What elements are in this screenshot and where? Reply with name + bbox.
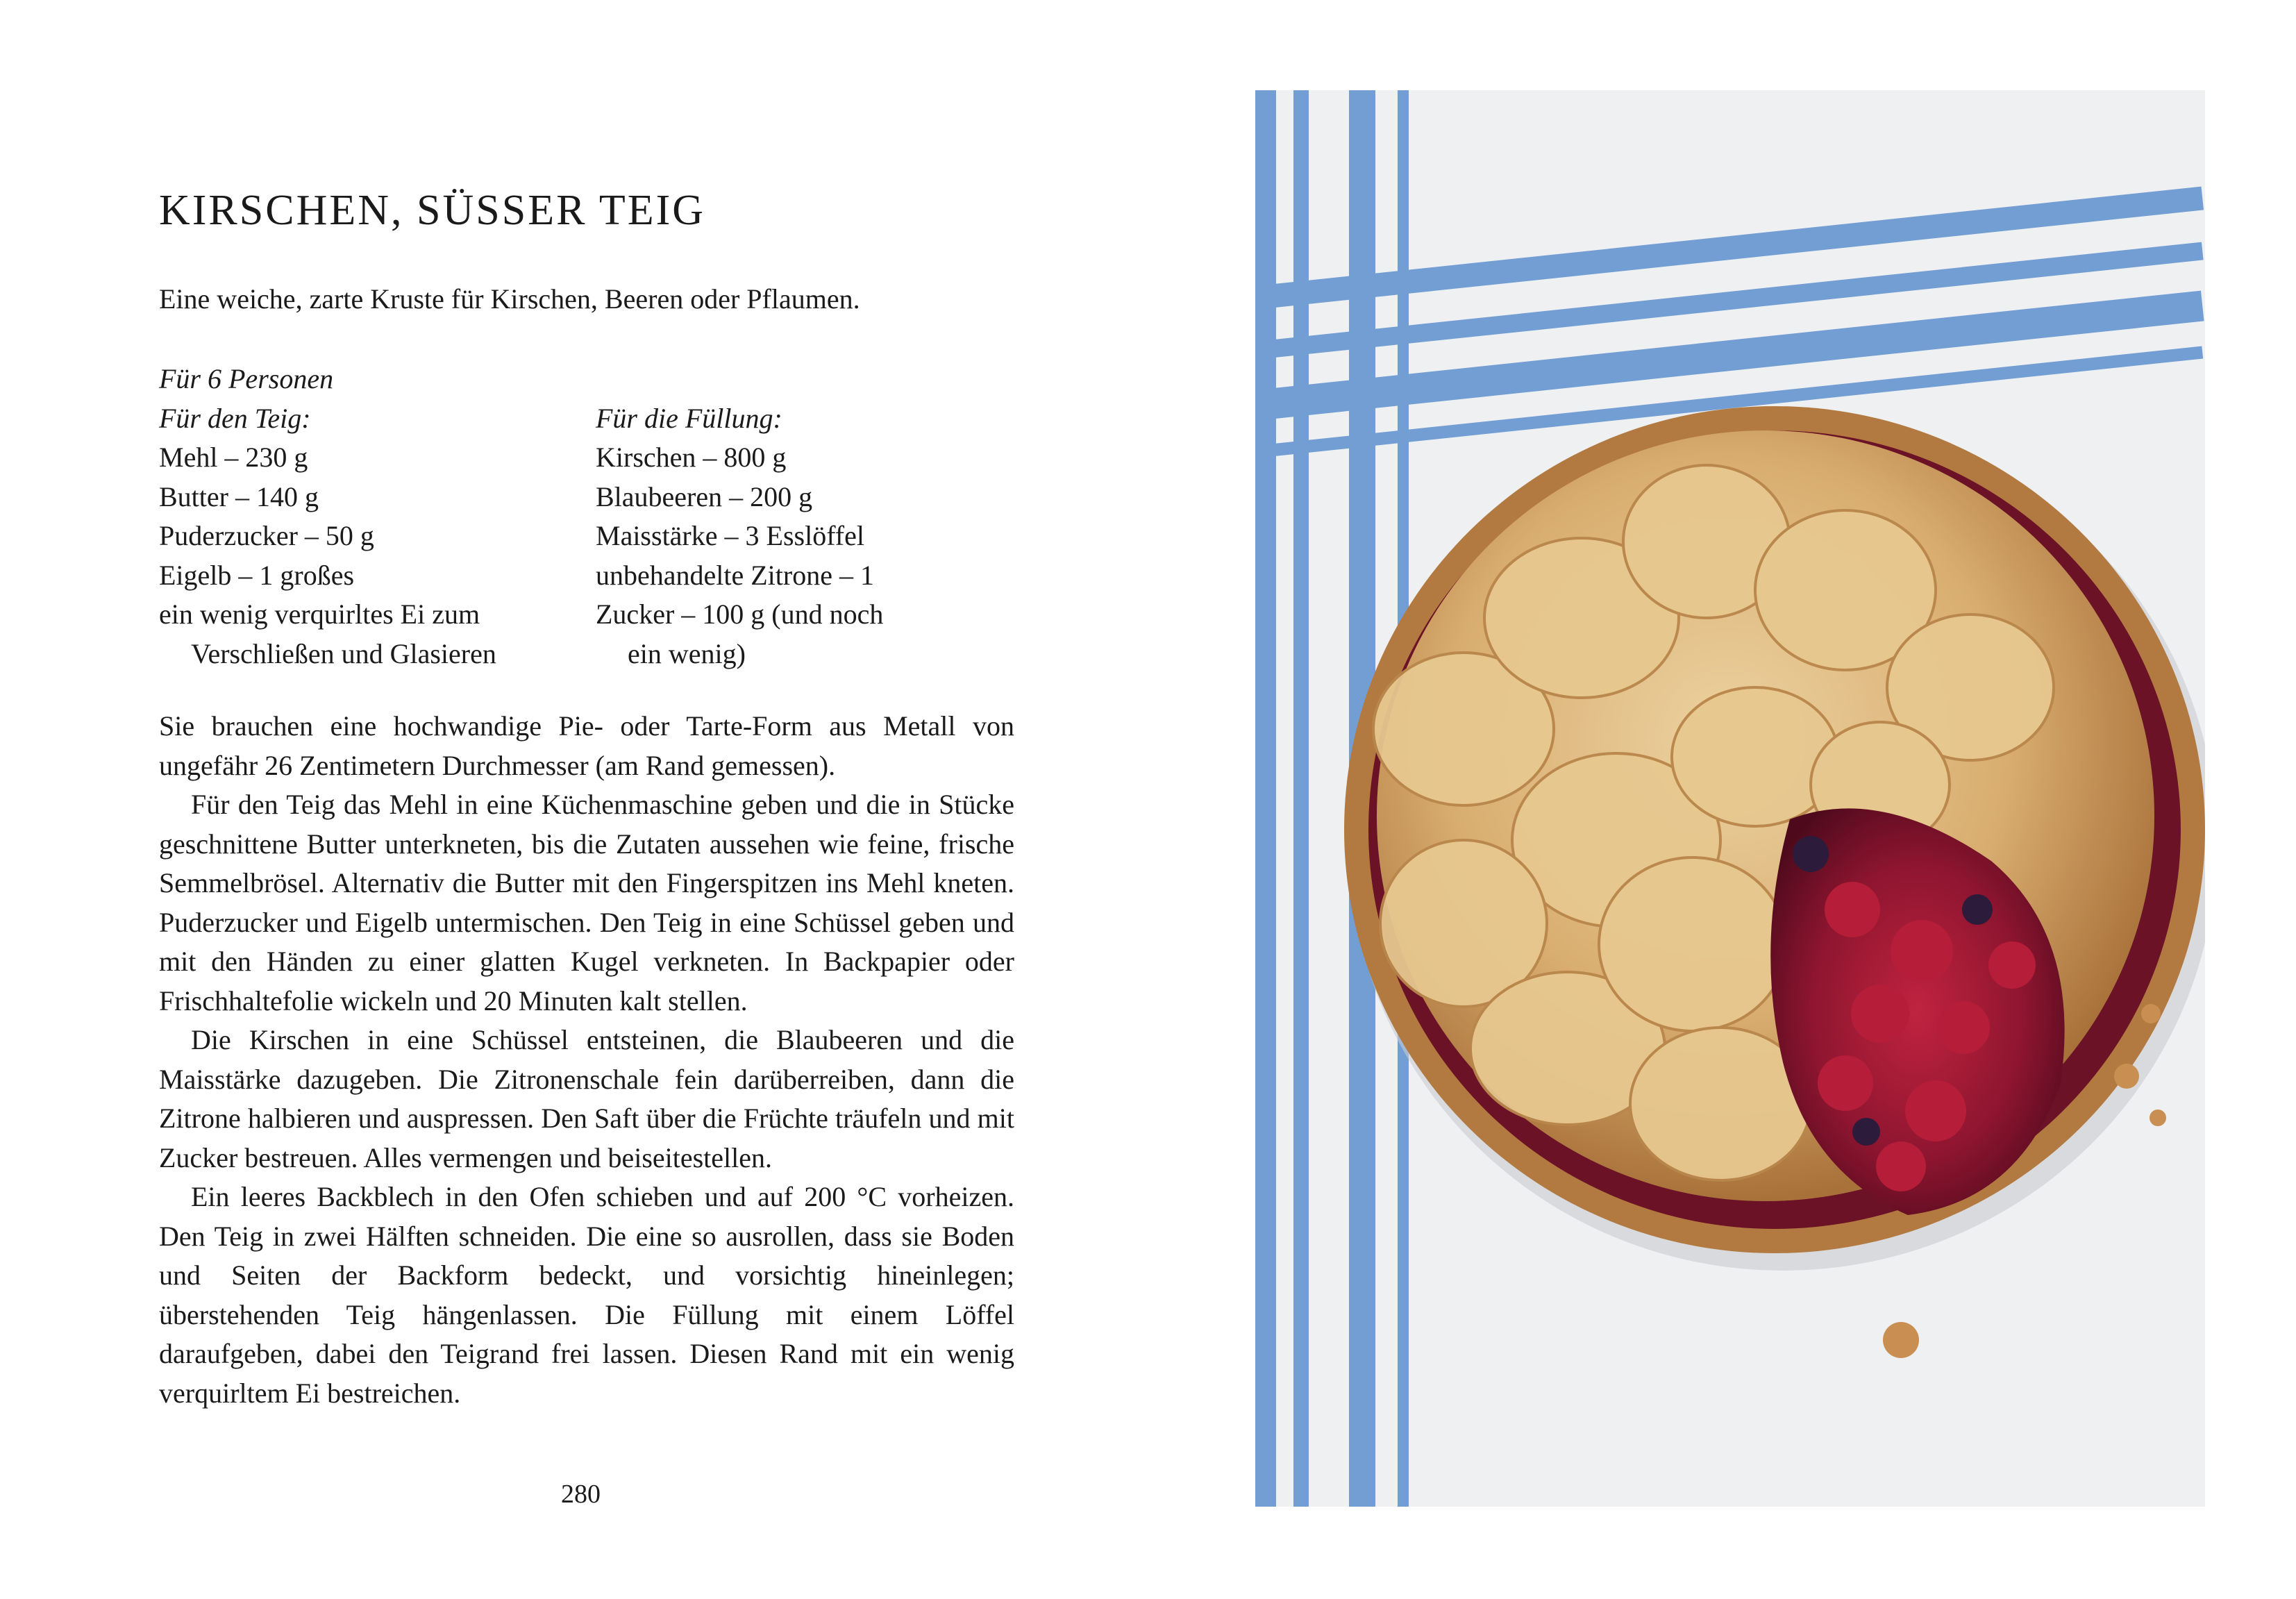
right-page: [1148, 0, 2296, 1599]
recipe-instructions: [159, 707, 1014, 1413]
ingredient-item: Kirschen – 800 g: [596, 442, 787, 473]
ingredient-item: ein wenig): [628, 637, 746, 669]
instruction-paragraph: Sie brauchen eine hochwandige Pie- oder Tarte-Form aus Metall von ungefähr 26 Zentimetern Durchmesser (am Rand gemessen).: [159, 710, 1014, 781]
ingredient-item: Zucker – 100 g (und noch: [596, 598, 884, 630]
ingredient-item: Maisstärke – 3 Esslöffel: [596, 520, 864, 551]
dough-heading: Für den Teig:: [159, 402, 311, 434]
instruction-paragraph: Für den Teig das Mehl in eine Küchenmaschine geben und die in Stücke geschnittene Butter unterkneten, bis die Zutaten aussehen wie feine, frische Semmelbrösel. Alternativ die Butter mit den Fingerspitzen ins Mehl kneten. Puderzucker und Eigelb untermischen. Den Teig in eine Schüssel geben und mit den Händen zu einer glatten Kugel verkneten. In Backpapier oder Frischhaltefolie wickeln und 20 Minuten kalt stellen.: [159, 789, 1014, 1016]
dough-ingredients: [159, 360, 576, 673]
ingredient-item: Butter – 140 g: [159, 480, 319, 512]
recipe-intro: Eine weiche, zarte Kruste für Kirschen, Beeren oder Pflaumen.: [159, 283, 860, 315]
filling-ingredients: [596, 360, 957, 673]
ingredient-item: Blaubeeren – 200 g: [596, 480, 813, 512]
instruction-paragraph: Die Kirschen in eine Schüssel entsteinen, die Blaubeeren und die Maisstärke dazugeben. Die Zitronenschale fein darüberreiben, dann die Zitrone halbieren und auspressen. Den Saft über die Früchte träufeln und mit Zucker bestreuen. Alles vermengen und beiseitestellen.: [159, 1024, 1014, 1173]
instruction-paragraph: Ein leeres Backblech in den Ofen schieben und auf 200 °C vorheizen. Den Teig in zwei Hälften schneiden. Die eine so ausrollen, dass sie Boden und Seiten der Backform bedeckt, und vorsichtig hineinlegen; überstehenden Teig hängenlassen. Die Füllung mit einem Löffel daraufgeben, dabei den Teigrand frei lassen. Diesen Rand mit ein wenig verquirltem Ei bestreichen.: [159, 1181, 1014, 1409]
ingredient-item: Puderzucker – 50 g: [159, 520, 374, 551]
recipe-title: KIRSCHEN, SÜSSER TEIG: [159, 187, 706, 234]
ingredient-item: Mehl – 230 g: [159, 442, 308, 473]
ingredient-item: unbehandelte Zitrone – 1: [596, 559, 874, 591]
servings: Für 6 Personen: [159, 363, 334, 394]
cherry-pie-photo: [1255, 90, 2205, 1507]
ingredient-item: ein wenig verquirltes Ei zum: [159, 598, 480, 630]
filling-heading: Für die Füllung:: [596, 402, 782, 434]
pie-illustration: [1255, 90, 2205, 1507]
page-number: 280: [561, 1480, 601, 1509]
ingredient-item: Eigelb – 1 großes: [159, 559, 355, 591]
ingredient-item: Verschließen und Glasieren: [191, 637, 496, 669]
